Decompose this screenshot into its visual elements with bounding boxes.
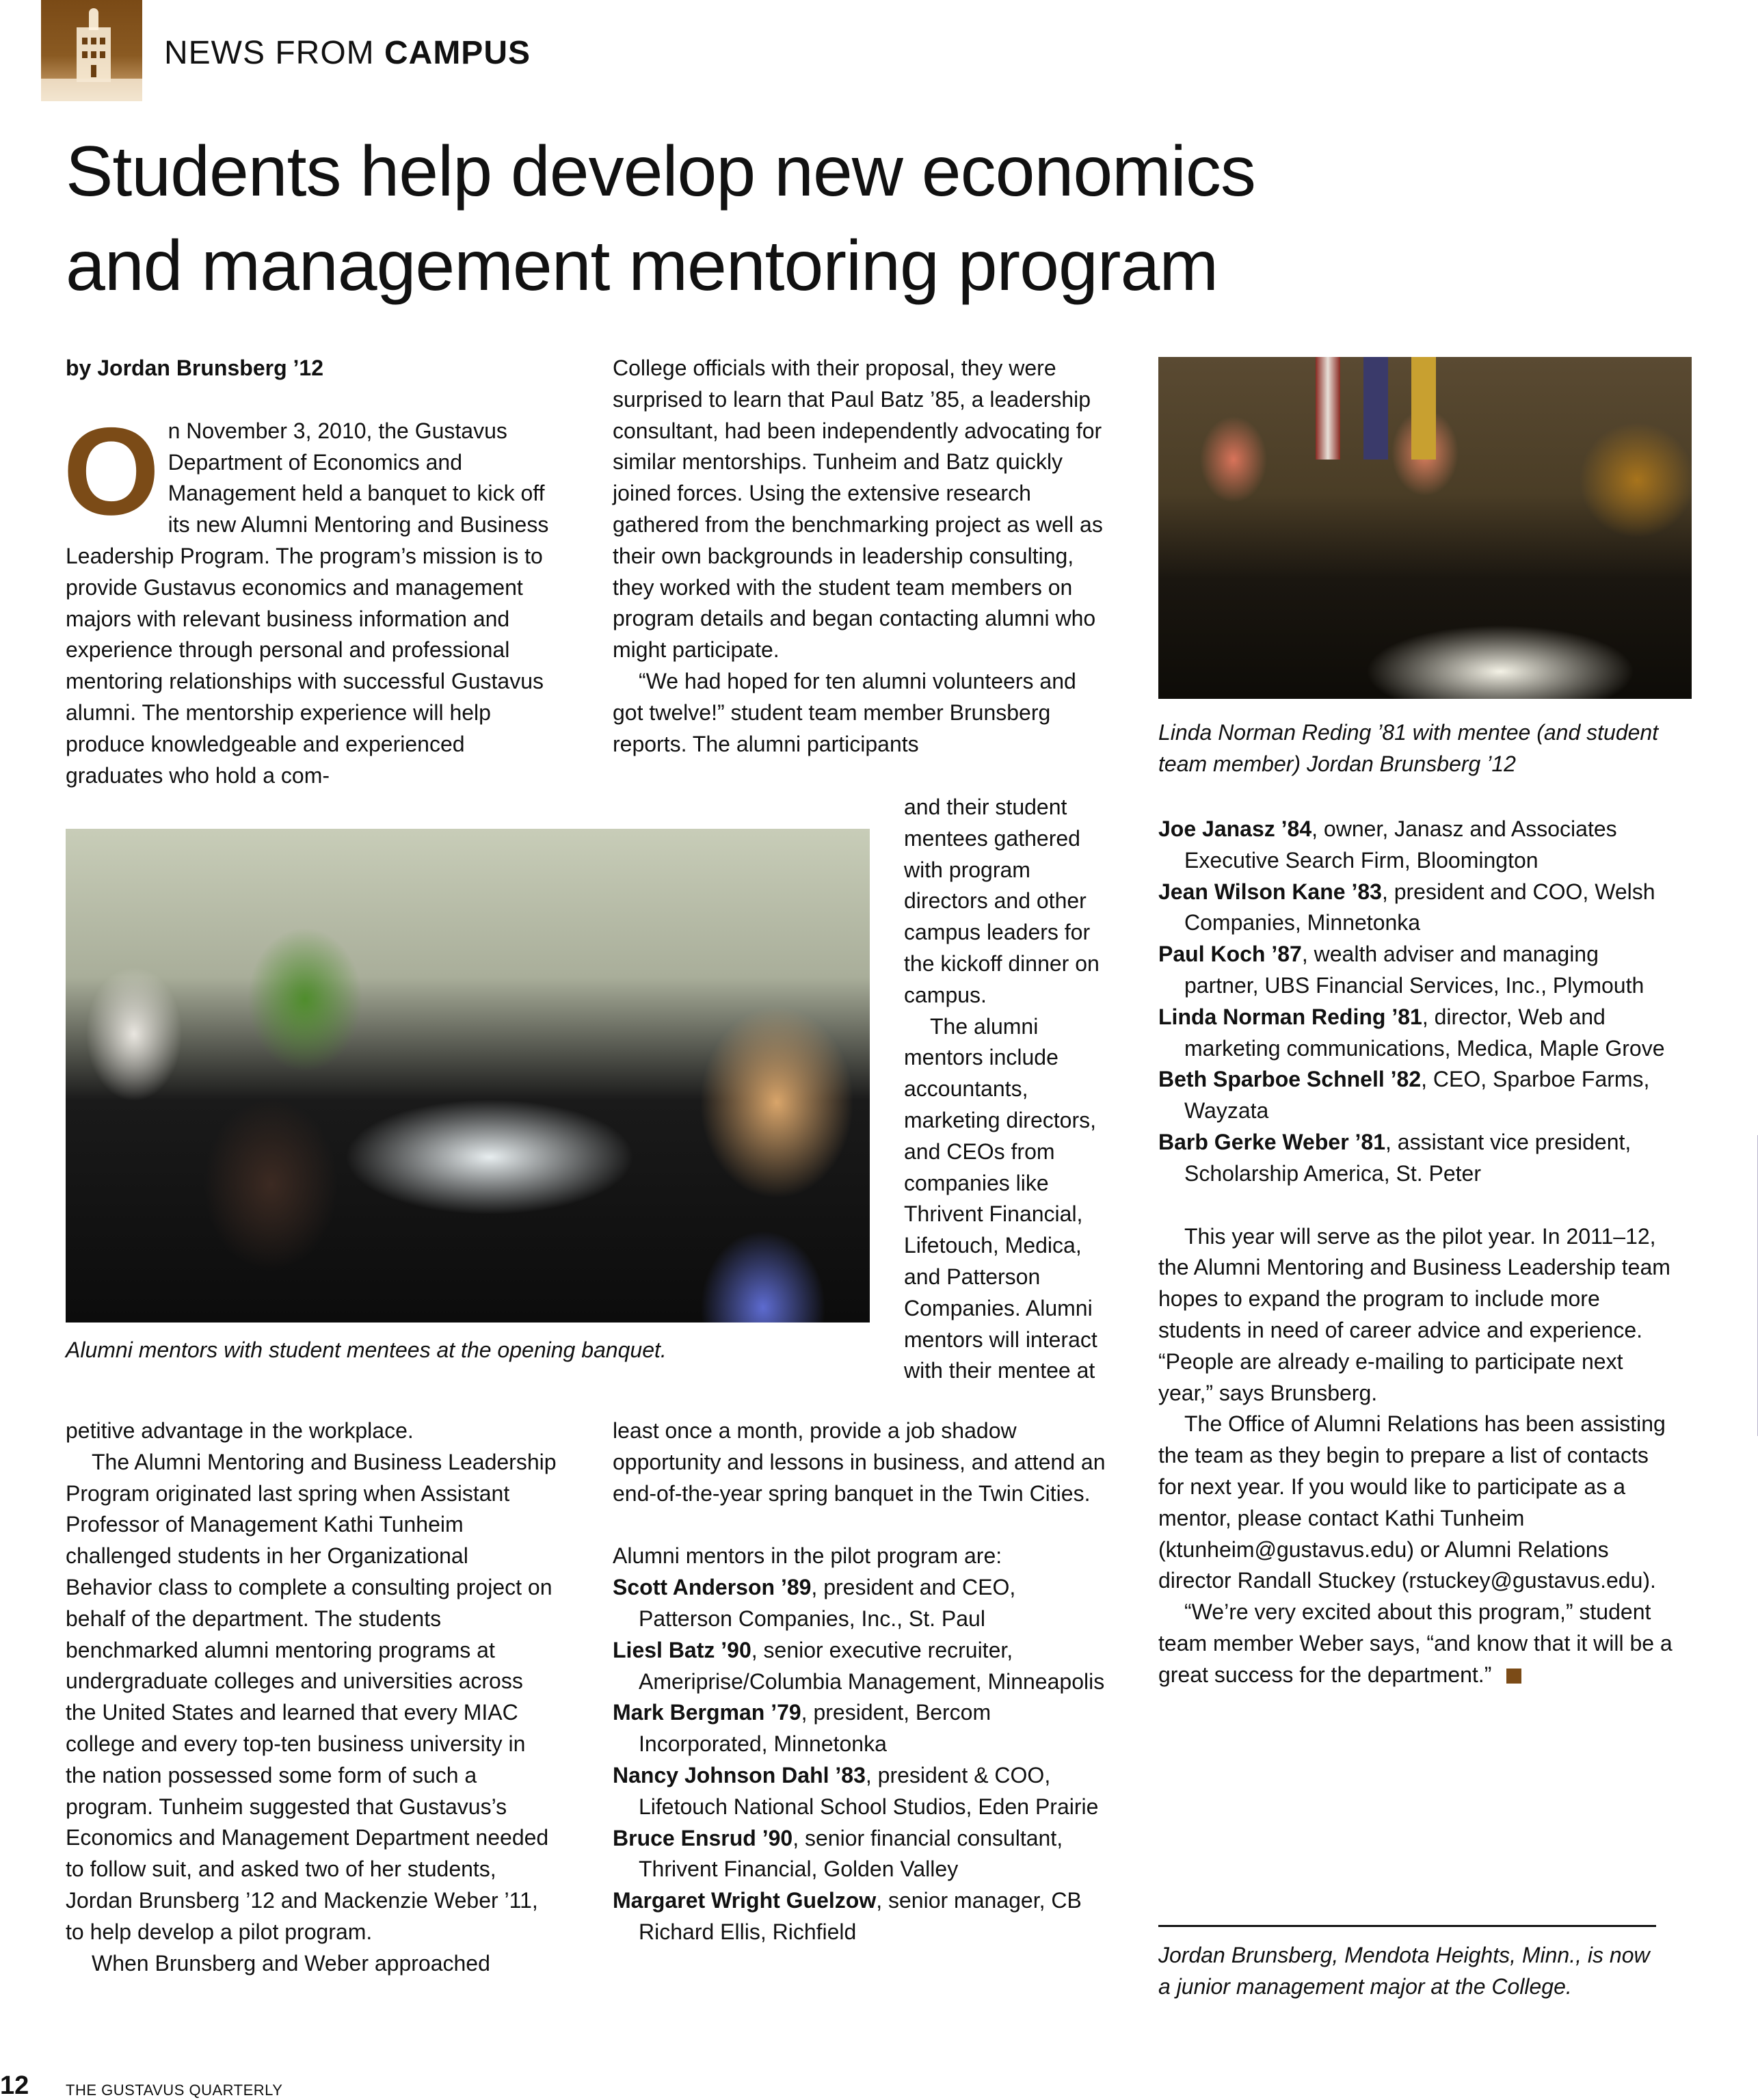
paragraph-continued: petitive advantage in the workplace. — [66, 1418, 414, 1443]
mentor-name: Scott Anderson ’89 — [613, 1575, 812, 1600]
mentor-name: Margaret Wright Guelzow — [613, 1888, 877, 1913]
mentor-item — [1158, 939, 1678, 1002]
mentor-detail: , assistant vice president, Scholarship America, St. Peter — [1184, 1129, 1632, 1186]
paragraph-origins: The Alumni Mentoring and Business Leadership Program originated last spring when Assistant Professor of Management Kathi Tunheim challenged students in her Organizational Behavior class to complete a consulting project on behalf of the department. The students benchmarked alumni mentoring programs at undergraduate colleges and universities across the United States and learned that every MIAC college and every top-ten business university in the nation possessed some form of such a program. Tunheim suggested that Gustavus’s Economics and Management Department needed to follow suit, and asked two of her students, Jordan Brunsberg ’12 and Mackenzie Weber ’11, to help develop a pilot program. — [66, 1449, 557, 1944]
paragraph-volunteers: “We had hoped for ten alumni volunteers and got twelve!” student team member Brunsberg reports. The alumni participants — [613, 668, 1076, 756]
mentor-name: Barb Gerke Weber ’81 — [1158, 1129, 1386, 1154]
bio-divider — [1158, 1925, 1656, 1927]
intro-text: n November 3, 2010, the Gustavus Department of Economics and Management held a banquet to kick off its new Alumni Mentoring and Business Leadership Program. The program’s mission is to provide Gustavus economics and management majors with relevant business information and experience through personal and professional mentoring relationships with successful Gustavus alumni. The mentorship experience will help produce knowledgeable and experienced graduates who hold a com- — [66, 418, 549, 788]
paragraph-proposal: College officials with their proposal, they were surprised to learn that Paul Batz ’85, a leadership consultant, had been independently advocating for similar mentorships. Tunheim and Batz quickly joined forces. Using the extensive research gathered from the benchmarking project as well as their own backgrounds in leadership consulting, they worked with the student team members on program details and began contacting alumni who might participate. — [613, 356, 1103, 663]
headline-line-2: and management mentoring program — [66, 226, 1218, 306]
author-bio: Jordan Brunsberg, Mendota Heights, Minn., is now a junior management major at the College. — [1158, 1943, 1650, 1999]
paragraph-mentors-include: The alumni mentors include accountants, marketing directors, and CEOs from companies like Thrivent Financial, Lifetouch, Medica, and Patterson Companies. Alumni mentors will interact with their mentee at — [904, 1013, 1097, 1383]
mentor-name: Liesl Batz ’90 — [613, 1637, 751, 1662]
mentor-detail: , president and COO, Welsh Companies, Minnetonka — [1184, 879, 1655, 935]
mentor-detail: , director, Web and marketing communications, Medica, Maple Grove — [1184, 1004, 1665, 1061]
paragraph-approached: When Brunsberg and Weber approached — [92, 1950, 490, 1976]
column-2-narrow — [904, 792, 1116, 1387]
mentor-item — [1158, 1064, 1678, 1127]
intro-paragraph — [63, 401, 558, 792]
section-prefix: NEWS FROM — [164, 35, 375, 71]
closing-quote-text: “We’re very excited about this program,” student team member Weber says, “and know that it will be a great success for the department.” — [1158, 1599, 1673, 1687]
mentor-item — [1158, 1127, 1678, 1190]
paragraph-closing-quote — [1158, 1597, 1678, 1690]
paragraph-alumni-relations: The Office of Alumni Relations has been assisting the team as they begin to prepare a list of contacts for next year. If you would like to participate as a mentor, please contact Kathi Tunheim (ktunheim@gustavus.edu) or Alumni Relations director Randall Stuckey (rstuckey@gustavus.edu). — [1158, 1411, 1666, 1593]
mentor-item — [1158, 877, 1678, 940]
mentor-name: Paul Koch ’87 — [1158, 942, 1302, 967]
end-mark-icon — [1506, 1669, 1521, 1684]
mentor-item — [1158, 814, 1678, 877]
mentor-detail: , senior manager, CB Richard Ellis, Richfield — [639, 1888, 1082, 1944]
mentors-intro: Alumni mentors in the pilot program are: — [613, 1543, 1002, 1569]
column-1-top — [63, 353, 558, 791]
column-2-bottom — [613, 1415, 1112, 1948]
pair-photo-caption: Linda Norman Reding ’81 with mentee (and student team member) Jordan Brunsberg ’12 — [1158, 720, 1659, 776]
publication-name: THE GUSTAVUS QUARTERLY — [66, 2082, 283, 2099]
byline: by Jordan Brunsberg ’12 — [66, 356, 323, 380]
mentor-detail: , owner, Janasz and Associates Executive Search Firm, Bloomington — [1184, 816, 1617, 873]
drop-cap: O — [63, 401, 160, 541]
mentor-detail: , president, Bercom Incorporated, Minnetonka — [639, 1700, 991, 1757]
mentor-list-1 — [613, 1572, 1112, 1948]
mentor-detail: , CEO, Sparboe Farms, Wayzata — [1184, 1067, 1650, 1124]
mentor-item — [613, 1572, 1112, 1635]
mentor-detail: , senior financial consultant, Thrivent Financial, Golden Valley — [639, 1825, 1063, 1882]
mentor-name: Jean Wilson Kane ’83 — [1158, 879, 1382, 904]
mentor-item — [1158, 1002, 1678, 1065]
mentor-item — [613, 1697, 1112, 1760]
mentor-name: Beth Sparboe Schnell ’82 — [1158, 1067, 1422, 1092]
paragraph-gathered: and their student mentees gathered with program directors and other campus leaders for the kickoff dinner on campus. — [904, 795, 1100, 1007]
reding-brunsberg-photo — [1158, 357, 1692, 699]
column-1-bottom — [66, 1415, 558, 1979]
page-number: 12 — [0, 2071, 29, 2100]
mentor-item — [613, 1760, 1112, 1823]
paragraph-pilot-year: This year will serve as the pilot year. In 2011–12, the Alumni Mentoring and Business Leadership team hopes to expand the program to include more students in need of career advice and experience. “People are already e-mailing to participate next year,” says Brunsberg. — [1158, 1223, 1670, 1405]
column-2-top — [613, 353, 1112, 760]
headline-line-1: Students help develop new economics — [66, 132, 1255, 211]
paragraph-once-a-month: least once a month, provide a job shadow opportunity and lessons in business, and attend an end-of-the-year spring banquet in the Twin Cities. — [613, 1418, 1106, 1506]
column-3 — [1158, 814, 1678, 1691]
mentor-detail: , wealth adviser and managing partner, UBS Financial Services, Inc., Plymouth — [1184, 942, 1644, 998]
banquet-photo-caption: Alumni mentors with student mentees at the opening banquet. — [66, 1338, 667, 1362]
mentor-name: Linda Norman Reding ’81 — [1158, 1004, 1422, 1029]
mentor-item — [613, 1885, 1112, 1948]
section-bold: CAMPUS — [384, 35, 531, 71]
mentor-list-2 — [1158, 814, 1678, 1190]
mentor-detail: , senior executive recruiter, Ameriprise/Columbia Management, Minneapolis — [639, 1637, 1105, 1694]
campus-tower-logo-icon — [41, 0, 142, 101]
mentor-name: Nancy Johnson Dahl ’83 — [613, 1762, 866, 1787]
mentor-name: Joe Janasz ’84 — [1158, 816, 1312, 841]
banquet-photo — [66, 829, 870, 1323]
mentor-name: Mark Bergman ’79 — [613, 1700, 801, 1725]
mentor-detail: , president & COO, Lifetouch National School Studios, Eden Prairie — [639, 1762, 1099, 1819]
mentor-item — [613, 1635, 1112, 1698]
mentor-item — [613, 1823, 1112, 1886]
section-label — [164, 34, 531, 72]
mentor-detail: , president and CEO, Patterson Companies, Inc., St. Paul — [639, 1575, 1016, 1631]
headline — [66, 124, 1638, 313]
mentor-name: Bruce Ensrud ’90 — [613, 1825, 793, 1850]
